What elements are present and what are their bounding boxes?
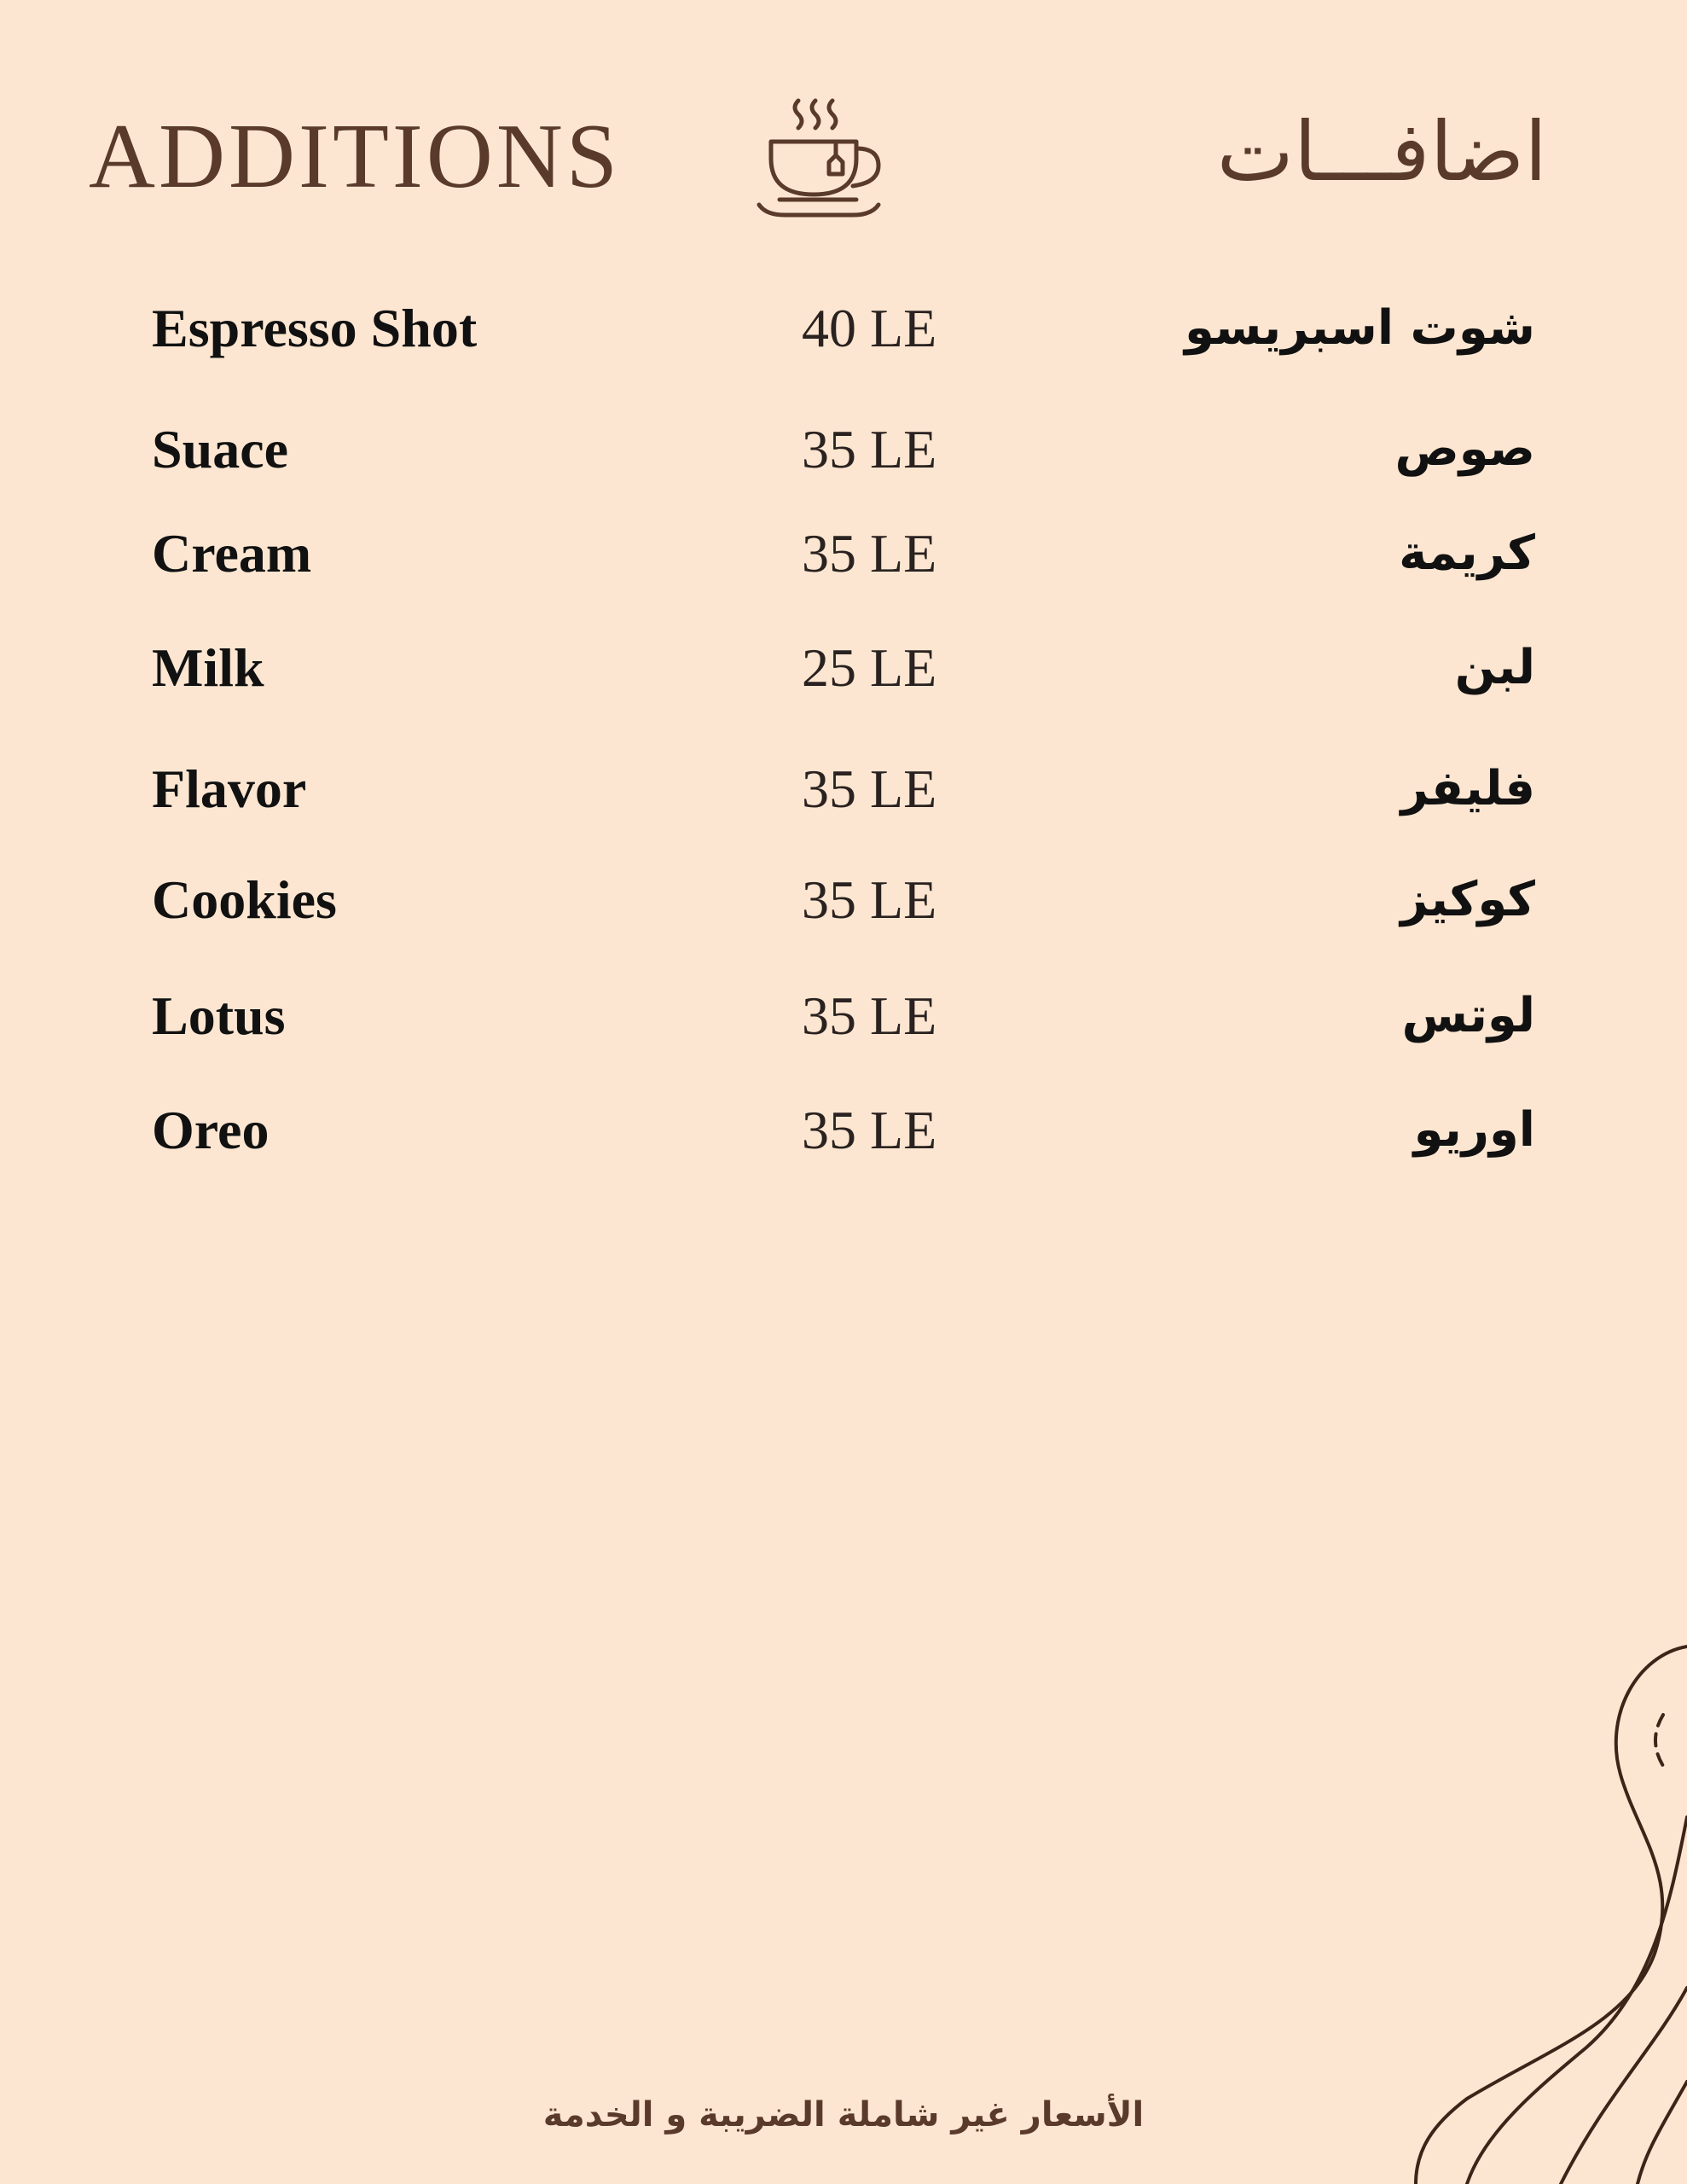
- item-price: 35 LE: [802, 523, 937, 584]
- item-name-arabic: لبن: [1454, 640, 1535, 695]
- item-price: 35 LE: [802, 1100, 937, 1160]
- item-name-english: Milk: [152, 637, 264, 698]
- menu-item: [0, 853, 1687, 947]
- page-title-english: ADDITIONS: [89, 106, 621, 207]
- item-name-arabic: فليفر: [1400, 761, 1535, 816]
- item-name-english: Lotus: [152, 985, 286, 1046]
- item-price: 40 LE: [802, 298, 937, 358]
- item-name-arabic: كريمة: [1399, 526, 1535, 581]
- menu-item: [0, 742, 1687, 836]
- item-name-arabic: اوريو: [1413, 1102, 1535, 1158]
- menu-item: [0, 507, 1687, 601]
- item-price: 35 LE: [802, 985, 937, 1046]
- item-name-english: Flavor: [152, 758, 307, 819]
- item-price: 25 LE: [802, 637, 937, 698]
- page-title-arabic: اضافـــات: [1216, 104, 1547, 200]
- item-name-english: Cream: [152, 523, 312, 584]
- item-price: 35 LE: [802, 869, 937, 930]
- coffee-cup-icon: [754, 92, 882, 220]
- item-name-english: Espresso Shot: [152, 298, 478, 358]
- item-name-arabic: كوكيز: [1400, 872, 1535, 927]
- item-name-arabic: صوص: [1394, 421, 1535, 477]
- tax-service-note: الأسعار غير شاملة الضريبة و الخدمة: [542, 2095, 1145, 2135]
- menu-item: [0, 282, 1687, 375]
- menu-item: [0, 1083, 1687, 1177]
- menu-item: [0, 403, 1687, 497]
- item-name-arabic: لوتس: [1401, 988, 1535, 1043]
- item-name-arabic: شوت اسبريسو: [1184, 300, 1535, 356]
- menu-item: [0, 621, 1687, 715]
- item-name-english: Suace: [152, 419, 288, 479]
- item-price: 35 LE: [802, 419, 937, 479]
- item-name-english: Oreo: [152, 1100, 270, 1160]
- menu-item: [0, 969, 1687, 1063]
- item-name-english: Cookies: [152, 869, 337, 930]
- item-price: 35 LE: [802, 758, 937, 819]
